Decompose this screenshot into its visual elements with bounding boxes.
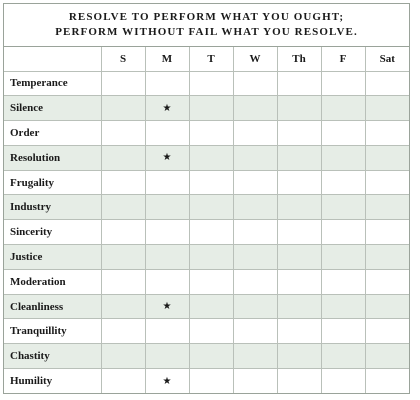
day-header-row <box>4 47 409 71</box>
day-cell[interactable] <box>233 96 277 121</box>
day-cell[interactable] <box>321 269 365 294</box>
virtue-rows <box>4 71 409 393</box>
day-cell[interactable] <box>277 344 321 369</box>
day-cell[interactable] <box>101 96 145 121</box>
day-cell[interactable] <box>233 121 277 146</box>
day-cell[interactable] <box>277 269 321 294</box>
virtue-label: Chastity <box>4 344 101 369</box>
day-cell[interactable] <box>233 170 277 195</box>
day-cell[interactable]: ★ <box>145 369 189 394</box>
day-header: W <box>233 47 277 71</box>
virtue-label: Cleanliness <box>4 294 101 319</box>
day-cell[interactable] <box>365 195 409 220</box>
table-row <box>4 294 409 319</box>
corner-cell <box>4 47 101 71</box>
day-cell[interactable] <box>189 245 233 270</box>
table-row <box>4 319 409 344</box>
day-cell[interactable]: ★ <box>145 145 189 170</box>
day-cell[interactable] <box>101 121 145 146</box>
day-cell[interactable] <box>365 294 409 319</box>
day-cell[interactable] <box>365 71 409 96</box>
day-cell[interactable] <box>321 170 365 195</box>
virtue-label: Temperance <box>4 71 101 96</box>
day-cell[interactable] <box>277 245 321 270</box>
day-cell[interactable] <box>277 145 321 170</box>
day-cell[interactable] <box>321 121 365 146</box>
day-cell[interactable] <box>101 369 145 394</box>
day-cell[interactable] <box>277 294 321 319</box>
day-cell[interactable] <box>233 344 277 369</box>
table-row <box>4 145 409 170</box>
virtue-label: Sincerity <box>4 220 101 245</box>
day-cell[interactable] <box>277 195 321 220</box>
day-cell[interactable] <box>365 344 409 369</box>
day-cell[interactable] <box>277 71 321 96</box>
day-cell[interactable] <box>277 121 321 146</box>
table-row <box>4 245 409 270</box>
virtue-label: Justice <box>4 245 101 270</box>
day-cell[interactable] <box>365 245 409 270</box>
day-cell[interactable] <box>101 319 145 344</box>
virtue-label: Silence <box>4 96 101 121</box>
day-cell[interactable] <box>365 369 409 394</box>
day-cell[interactable] <box>365 96 409 121</box>
day-cell[interactable] <box>189 344 233 369</box>
day-cell[interactable] <box>233 245 277 270</box>
day-cell[interactable] <box>321 294 365 319</box>
table-row <box>4 71 409 96</box>
day-cell[interactable] <box>145 269 189 294</box>
day-cell[interactable] <box>189 71 233 96</box>
day-cell[interactable] <box>321 245 365 270</box>
virtue-label: Frugality <box>4 170 101 195</box>
virtue-label: Order <box>4 121 101 146</box>
day-cell[interactable] <box>145 170 189 195</box>
chart-header <box>4 4 409 47</box>
day-cell[interactable] <box>101 220 145 245</box>
day-cell[interactable] <box>321 369 365 394</box>
day-cell[interactable] <box>101 269 145 294</box>
day-cell[interactable] <box>145 344 189 369</box>
table-row <box>4 195 409 220</box>
day-cell[interactable] <box>365 121 409 146</box>
day-cell[interactable] <box>189 96 233 121</box>
day-cell[interactable] <box>321 319 365 344</box>
day-cell[interactable] <box>365 220 409 245</box>
day-cell[interactable] <box>321 71 365 96</box>
day-cell[interactable] <box>189 195 233 220</box>
day-cell[interactable] <box>189 319 233 344</box>
day-cell[interactable] <box>277 96 321 121</box>
day-cell[interactable] <box>189 220 233 245</box>
day-cell[interactable] <box>101 245 145 270</box>
day-cell[interactable] <box>101 195 145 220</box>
virtue-label: Moderation <box>4 269 101 294</box>
day-cell[interactable] <box>321 96 365 121</box>
day-cell[interactable] <box>321 344 365 369</box>
day-cell[interactable] <box>189 294 233 319</box>
day-cell[interactable] <box>233 71 277 96</box>
day-cell[interactable] <box>189 145 233 170</box>
day-cell[interactable] <box>233 220 277 245</box>
day-cell[interactable] <box>101 344 145 369</box>
day-cell[interactable] <box>321 195 365 220</box>
table-row <box>4 369 409 394</box>
day-cell[interactable] <box>189 121 233 146</box>
day-cell[interactable] <box>145 245 189 270</box>
day-cell[interactable] <box>321 220 365 245</box>
day-cell[interactable] <box>365 269 409 294</box>
day-cell[interactable] <box>233 294 277 319</box>
table-row <box>4 269 409 294</box>
day-header: Th <box>277 47 321 71</box>
day-cell[interactable] <box>145 220 189 245</box>
table-row <box>4 96 409 121</box>
day-cell[interactable] <box>365 145 409 170</box>
day-header: Sat <box>365 47 409 71</box>
day-cell[interactable] <box>145 121 189 146</box>
day-header: T <box>189 47 233 71</box>
day-cell[interactable] <box>233 319 277 344</box>
day-cell[interactable] <box>277 220 321 245</box>
day-cell[interactable] <box>101 71 145 96</box>
day-cell[interactable] <box>365 319 409 344</box>
day-cell[interactable] <box>321 145 365 170</box>
day-cell[interactable] <box>101 145 145 170</box>
virtue-chart <box>3 3 410 394</box>
day-cell[interactable] <box>189 369 233 394</box>
day-cell[interactable] <box>365 170 409 195</box>
day-cell[interactable] <box>145 71 189 96</box>
day-cell[interactable] <box>277 319 321 344</box>
day-cell[interactable] <box>277 369 321 394</box>
day-cell[interactable] <box>101 294 145 319</box>
header-line-1: RESOLVE TO PERFORM WHAT YOU OUGHT; <box>68 11 345 23</box>
day-cell[interactable] <box>277 170 321 195</box>
table-row <box>4 344 409 369</box>
day-cell[interactable] <box>145 195 189 220</box>
virtue-table <box>4 47 409 393</box>
day-header: F <box>321 47 365 71</box>
day-cell[interactable] <box>101 170 145 195</box>
table-row <box>4 170 409 195</box>
day-cell[interactable] <box>145 319 189 344</box>
day-cell[interactable] <box>233 145 277 170</box>
day-cell[interactable] <box>233 195 277 220</box>
day-cell[interactable]: ★ <box>145 294 189 319</box>
day-header: M <box>145 47 189 71</box>
virtue-label: Resolution <box>4 145 101 170</box>
virtue-label: Humility <box>4 369 101 394</box>
header-line-2: PERFORM WITHOUT FAIL WHAT YOU RESOLVE. <box>55 26 358 38</box>
day-cell[interactable] <box>189 269 233 294</box>
table-row <box>4 121 409 146</box>
day-cell[interactable] <box>233 269 277 294</box>
virtue-label: Industry <box>4 195 101 220</box>
table-row <box>4 220 409 245</box>
day-cell[interactable]: ★ <box>145 96 189 121</box>
day-header: S <box>101 47 145 71</box>
day-cell[interactable] <box>233 369 277 394</box>
day-cell[interactable] <box>189 170 233 195</box>
virtue-label: Tranquillity <box>4 319 101 344</box>
